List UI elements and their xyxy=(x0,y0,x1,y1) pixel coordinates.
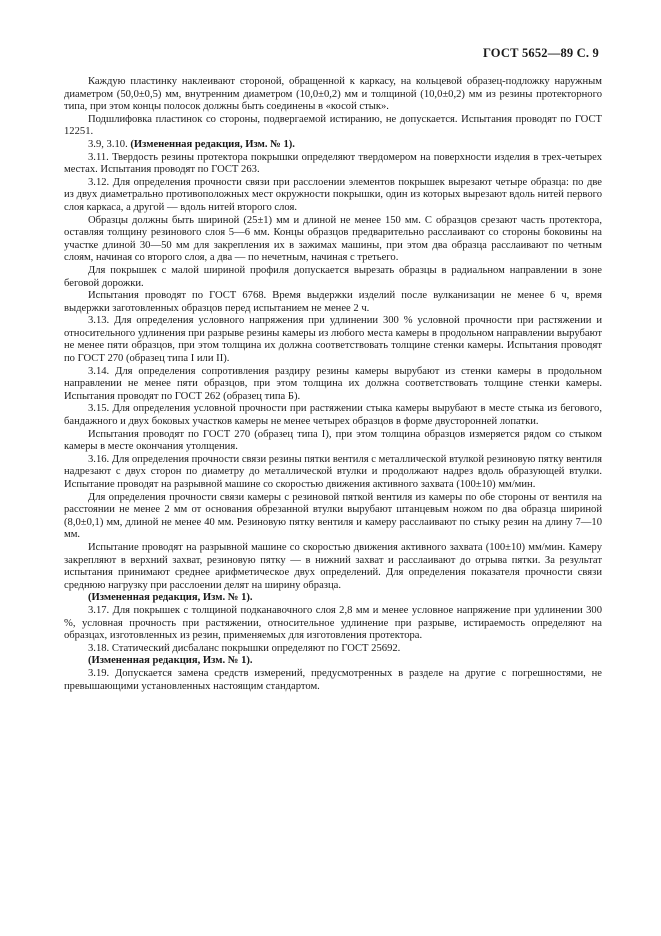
paragraph xyxy=(64,592,602,605)
paragraph xyxy=(64,655,602,668)
paragraph: 3.16. Для определения прочности связи резины пятки вентиля с металлической втулкой резиновую пятку вентиля надрезают с двух сторон по диаметру до металлической втулки и продолжают надрез вдоль образующей втулки. Испытание проводят на разрывной машине со скоростью движения активного захвата (100±10) мм/мин. xyxy=(64,453,602,490)
paragraph: Для определения прочности связи камеры с резиновой пяткой вентиля из камеры по обе стороны от вентиля на расстоянии не менее 2 мм от основания обрезанной втулки вырубают штанцевым ножом по два образца шириной (8,0±0,1) мм, длиной не менее 40 мм. Резиновую пятку вентиля и камеру расслаивают по стыку резин на длину 7—10 мм. xyxy=(64,491,602,541)
paragraph: Каждую пластинку наклеивают стороной, обращенной к каркасу, на кольцевой образец-подложку наружным диаметром (50,0±0,5) мм, внутренним диаметром (10,0±0,2) мм и толщиной (10,0±0,2) мм из резины протекторного типа, при этом концы полосок должны быть соединены в «косой стык». xyxy=(64,76,602,113)
paragraph: 3.15. Для определения условной прочности при растяжении стыка камеры вырубают в месте стыка из бегового, бандажного и двух боковых участков камеры не менее четырех образцов в форме двусторонней лопатки. xyxy=(64,403,602,428)
amendment-note: (Измененная редакция, Изм. № 1). xyxy=(88,655,253,667)
paragraph: Испытания проводят по ГОСТ 270 (образец типа I), при этом толщина образцов измеряется рядом со стыком камеры в месте окончания утолщения. xyxy=(64,428,602,453)
paragraph: 3.12. Для определения прочности связи при расслоении элементов покрышек вырезают четыре образца: по две из двух диаметрально противоположных мест окружности покрышки, один из которых вырезают вдоль нитей первого слоя каркаса, а другой — вдоль нитей второго слоя. xyxy=(64,176,602,213)
document-body xyxy=(64,76,602,693)
page-header: ГОСТ 5652—89 С. 9 xyxy=(482,46,599,60)
paragraph: Образцы должны быть шириной (25±1) мм и длиной не менее 150 мм. С образцов срезают часть протектора, оставляя толщину резинового слоя 5—6 мм. Концы образцов предварительно расслаивают со стороны боковины на участке длиной 30—50 мм для закрепления их в зажимах машины, при этом два образца расслаивают по четным слоям, начиная со второго слоя, а два — по нечетным, начиная с третьего. xyxy=(64,214,602,264)
amendment-note: (Измененная редакция, Изм. № 1). xyxy=(88,592,253,604)
paragraph: Испытание проводят на разрывной машине со скоростью движения активного захвата (100±10) мм/мин. Камеру закрепляют в верхний захват, резиновую пятку — в нижний захват и расслаивают до отрыва пятки. За результат испытания принимают среднее арифметическое двух определений. Для определения показателя прочности связи среднюю нагрузку при расслоении делят на ширину образца. xyxy=(64,541,602,591)
paragraph: 3.19. Допускается замена средств измерений, предусмотренных в разделе на другие с погрешностями, не превышающими установленных настоящим стандартом. xyxy=(64,667,602,692)
paragraph: 3.17. Для покрышек с толщиной подканавочного слоя 2,8 мм и менее условное напряжение при удлинении 300 %, условная прочность при растяжении, относительное удлинение при разрыве, истираемость определяют на образцах, изготовленных из резин, применяемых для изготовления протектора. xyxy=(64,604,602,642)
paragraph: 3.18. Статический дисбаланс покрышки определяют по ГОСТ 25692. xyxy=(88,642,401,654)
paragraph: 3.11. Твердость резины протектора покрышки определяют твердомером на поверхности изделия в трех-четырех местах. Испытания проводят по ГОСТ 263. xyxy=(64,151,602,176)
paragraph: Подшлифовка пластинок со стороны, подвергаемой истиранию, не допускается. Испытания проводят по ГОСТ 12251. xyxy=(64,113,602,138)
paragraph: 3.9, 3.10. (Измененная редакция, Изм. № 1). xyxy=(88,138,295,150)
paragraph: 3.13. Для определения условного напряжения при удлинении 300 % условной прочности при растяжении и относительного удлинения при разрыве резины камеры из любого места камеры в продольном направлении вырубают не менее пяти образцов, при этом толщина их должна соответствовать толщине стенки камеры. Испытания проводят по ГОСТ 270 (образец типа I или II). xyxy=(64,315,602,365)
paragraph: Испытания проводят по ГОСТ 6768. Время выдержки изделий после вулканизации не менее 6 ч, время выдержки заготовленных образцов перед испытанием не менее 2 ч. xyxy=(64,290,602,314)
paragraph: 3.14. Для определения сопротивления раздиру резины камеры вырубают из стенки камеры в продольном направлении не менее пяти образцов, при этом толщина их должна соответствовать толщине стенки камеры. Испытания проводят по ГОСТ 262 (образец типа Б). xyxy=(64,365,602,402)
amendment-note: (Измененная редакция, Изм. № 1). xyxy=(130,138,295,150)
paragraph: Для покрышек с малой шириной профиля допускается вырезать образцы в радиальном направлении в зоне беговой дорожки. xyxy=(64,264,602,289)
